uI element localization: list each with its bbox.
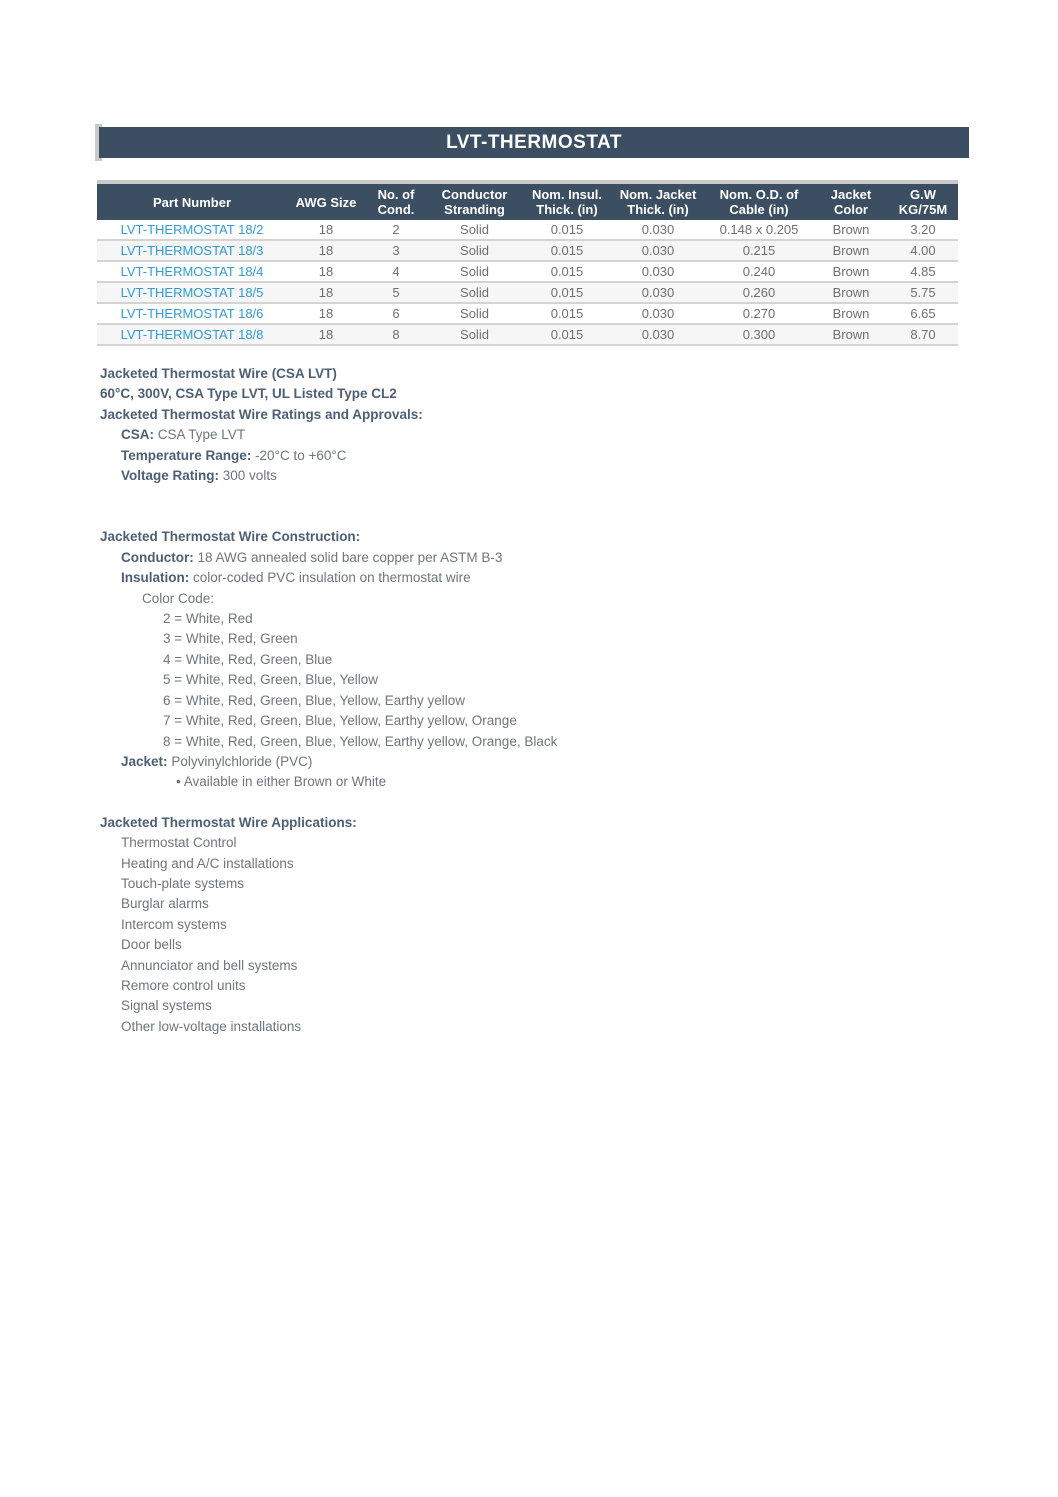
application-item: Touch-plate systems bbox=[121, 875, 245, 891]
table-cell: 0.015 bbox=[522, 324, 612, 345]
table-header-row bbox=[97, 184, 958, 220]
color-code-item: 2 = White, Red bbox=[163, 611, 253, 627]
spec-line-voltage: Voltage Rating: 300 volts bbox=[121, 468, 277, 484]
table-cell: 18 bbox=[287, 240, 365, 261]
table-cell: 6.65 bbox=[888, 303, 958, 324]
application-item: Heating and A/C installations bbox=[121, 855, 294, 871]
table-cell: 0.015 bbox=[522, 240, 612, 261]
application-item: Door bells bbox=[121, 937, 182, 953]
table-cell: 0.030 bbox=[612, 220, 704, 240]
jacket-note: • Available in either Brown or White bbox=[176, 774, 387, 790]
table-cell: 0.148 x 0.205 bbox=[704, 220, 814, 240]
column-header: G.W KG/75M bbox=[888, 184, 958, 220]
part-number-link[interactable]: LVT-THERMOSTAT 18/3 bbox=[97, 240, 287, 261]
table-cell: Solid bbox=[427, 324, 522, 345]
column-header: AWG Size bbox=[287, 184, 365, 220]
part-number-link[interactable]: LVT-THERMOSTAT 18/5 bbox=[97, 282, 287, 303]
column-header: Jacket Color bbox=[814, 184, 888, 220]
column-header: Part Number bbox=[97, 184, 287, 220]
table-cell: Solid bbox=[427, 282, 522, 303]
color-code-item: 8 = White, Red, Green, Blue, Yellow, Earthy yellow, Orange, Black bbox=[163, 733, 558, 749]
table-cell: Solid bbox=[427, 240, 522, 261]
intro-rating: 60°C, 300V, CSA Type LVT, UL Listed Type CL2 bbox=[100, 386, 397, 402]
part-number-link[interactable]: LVT-THERMOSTAT 18/6 bbox=[97, 303, 287, 324]
color-code-item: 3 = White, Red, Green bbox=[163, 631, 298, 647]
table-cell: 0.030 bbox=[612, 240, 704, 261]
table-cell: 4.00 bbox=[888, 240, 958, 261]
table-cell: 5.75 bbox=[888, 282, 958, 303]
application-item: Burglar alarms bbox=[121, 896, 209, 912]
table-cell: 0.030 bbox=[612, 324, 704, 345]
color-code-item: 4 = White, Red, Green, Blue bbox=[163, 651, 333, 667]
table-cell: 0.030 bbox=[612, 303, 704, 324]
intro-title: Jacketed Thermostat Wire (CSA LVT) bbox=[100, 366, 337, 381]
table-cell: Solid bbox=[427, 261, 522, 282]
applications-heading: Jacketed Thermostat Wire Applications: bbox=[100, 814, 357, 830]
table-cell: 3 bbox=[365, 240, 427, 261]
table-cell: 0.260 bbox=[704, 282, 814, 303]
table-cell: 0.015 bbox=[522, 303, 612, 324]
color-code-item: 7 = White, Red, Green, Blue, Yellow, Earthy yellow, Orange bbox=[163, 713, 517, 729]
table-cell: Solid bbox=[427, 303, 522, 324]
table-row bbox=[97, 220, 958, 240]
table-cell: 18 bbox=[287, 303, 365, 324]
column-header: Conductor Stranding bbox=[427, 184, 522, 220]
column-header: No. of Cond. bbox=[365, 184, 427, 220]
page-title: LVT-THERMOSTAT bbox=[446, 132, 622, 153]
spec-line-jacket: Jacket: Polyvinylchloride (PVC) bbox=[121, 753, 313, 769]
table-cell: 0.300 bbox=[704, 324, 814, 345]
table-cell: 4 bbox=[365, 261, 427, 282]
table-cell: Brown bbox=[814, 303, 888, 324]
table-cell: 0.270 bbox=[704, 303, 814, 324]
table-cell: 0.015 bbox=[522, 282, 612, 303]
spec-line-conductor: Conductor: 18 AWG annealed solid bare copper per ASTM B-3 bbox=[121, 549, 503, 565]
table-row bbox=[97, 324, 958, 345]
part-number-link[interactable]: LVT-THERMOSTAT 18/8 bbox=[97, 324, 287, 345]
table-cell: 18 bbox=[287, 282, 365, 303]
table-cell: 18 bbox=[287, 324, 365, 345]
document-body bbox=[100, 364, 980, 1037]
table-cell: Solid bbox=[427, 220, 522, 240]
table-cell: 0.015 bbox=[522, 220, 612, 240]
column-header: Nom. Insul. Thick. (in) bbox=[522, 184, 612, 220]
table-cell: Brown bbox=[814, 324, 888, 345]
table-cell: 18 bbox=[287, 220, 365, 240]
table-cell: Brown bbox=[814, 220, 888, 240]
table-cell: 0.240 bbox=[704, 261, 814, 282]
table-cell: 2 bbox=[365, 220, 427, 240]
page-title-bar bbox=[99, 127, 969, 158]
part-number-link[interactable]: LVT-THERMOSTAT 18/4 bbox=[97, 261, 287, 282]
table-cell: 0.030 bbox=[612, 261, 704, 282]
application-item: Intercom systems bbox=[121, 916, 227, 932]
table-row bbox=[97, 261, 958, 282]
application-item: Remore control units bbox=[121, 977, 246, 993]
table-cell: 5 bbox=[365, 282, 427, 303]
column-header: Nom. Jacket Thick. (in) bbox=[612, 184, 704, 220]
color-code-item: 6 = White, Red, Green, Blue, Yellow, Earthy yellow bbox=[163, 692, 466, 708]
spec-line-temperature: Temperature Range: -20°C to +60°C bbox=[121, 447, 347, 463]
column-header: Nom. O.D. of Cable (in) bbox=[704, 184, 814, 220]
spec-line-csa: CSA: CSA Type LVT bbox=[121, 427, 246, 443]
table-cell: 8 bbox=[365, 324, 427, 345]
table-cell: 3.20 bbox=[888, 220, 958, 240]
table-cell: Brown bbox=[814, 282, 888, 303]
application-item: Signal systems bbox=[121, 998, 212, 1014]
table-cell: Brown bbox=[814, 240, 888, 261]
application-item: Annunciator and bell systems bbox=[121, 957, 298, 973]
table-cell: 18 bbox=[287, 261, 365, 282]
color-code-item: 5 = White, Red, Green, Blue, Yellow bbox=[163, 672, 378, 688]
table-cell: 8.70 bbox=[888, 324, 958, 345]
table-cell: 0.030 bbox=[612, 282, 704, 303]
table-cell: 0.215 bbox=[704, 240, 814, 261]
table-row bbox=[97, 282, 958, 303]
table-row bbox=[97, 240, 958, 261]
application-item: Other low-voltage installations bbox=[121, 1018, 302, 1034]
spec-table bbox=[97, 184, 958, 346]
part-number-link[interactable]: LVT-THERMOSTAT 18/2 bbox=[97, 220, 287, 240]
application-item: Thermostat Control bbox=[121, 835, 237, 851]
ratings-heading: Jacketed Thermostat Wire Ratings and Approvals: bbox=[100, 406, 423, 422]
table-row bbox=[97, 303, 958, 324]
table-cell: 4.85 bbox=[888, 261, 958, 282]
table-cell: 6 bbox=[365, 303, 427, 324]
color-code-heading: Color Code: bbox=[142, 590, 215, 606]
construction-heading: Jacketed Thermostat Wire Construction: bbox=[100, 529, 361, 545]
table-cell: Brown bbox=[814, 261, 888, 282]
spec-table-container bbox=[97, 180, 958, 346]
table-cell: 0.015 bbox=[522, 261, 612, 282]
spec-line-insulation: Insulation: color-coded PVC insulation on thermostat wire bbox=[121, 570, 471, 586]
